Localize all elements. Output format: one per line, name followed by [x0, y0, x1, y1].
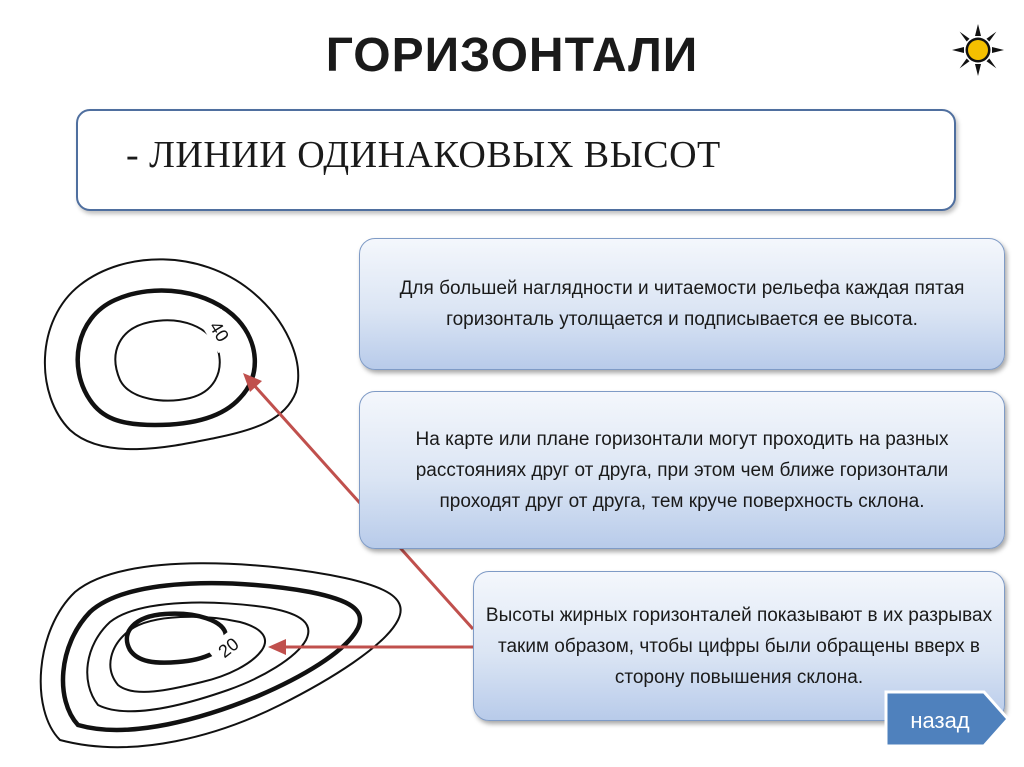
lower-contour-5: [127, 614, 226, 663]
upper-contour-middle: [78, 290, 255, 425]
note-contour-spacing: [359, 391, 1005, 549]
note-height-labels-text: Высоты жирных горизонталей показывают в их разрывах таким образом, чтобы цифры были обращены вверх в сторону повышения склона.: [485, 604, 993, 688]
slide-title: ГОРИЗОНТАЛИ: [325, 29, 699, 82]
back-button-label[interactable]: назад: [910, 708, 970, 733]
upper-contour-inner: [115, 320, 219, 400]
upper-contour-outer: [45, 259, 298, 449]
definition-text: - ЛИНИИ ОДИНАКОВЫХ ВЫСОТ: [126, 134, 721, 176]
note-thick-contours-text: Для большей наглядности и читаемости рельефа каждая пятая горизонталь утолщается и подписывается ее высота.: [399, 278, 965, 330]
upper-contour-label: 40: [205, 317, 233, 346]
note-contour-spacing-text: На карте или плане горизонтали могут проходить на разных расстояниях друг от друга, при этом чем ближе горизонтали проходят друг от друга, тем круче поверхность склона.: [415, 428, 949, 512]
lower-contour-label: 20: [214, 633, 243, 662]
arrow-head-lower: [268, 639, 286, 655]
note-thick-contours: [359, 238, 1005, 370]
